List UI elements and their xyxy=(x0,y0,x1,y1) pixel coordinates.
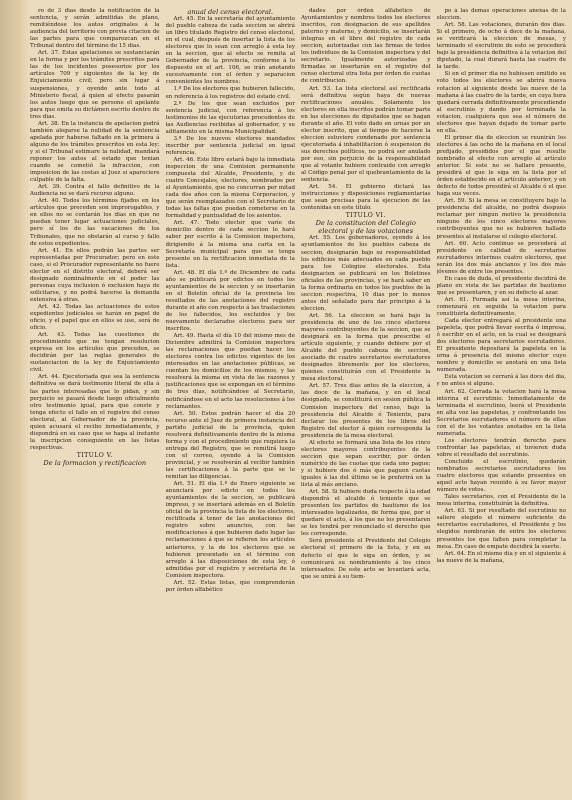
paragraph: Art. 39. Contra el fallo definitivo de la Audiencia no se dará recurso alguno. xyxy=(30,184,160,198)
paragraph: po á las demas operaciones anexas de la eleccion. xyxy=(436,8,566,22)
paragraph: Art. 46. Este libro estará bajo la inmediata inspeccion de una Comision permanente compuesta del Alcalde, Presidente, y de cuatro Concejales, electores, nombrados por el Ayuntamiento, que no concurran por mitad cada dos años con la misma Corporacion, y que serán reemplazados con el Secretario de todas las faltas que puedan cometerse en la formalidad y puntualidad de los asientos. xyxy=(165,156,295,220)
paragraph: ro de 3 dias desde la notificación de la sentencia, y serán admitidas de plano, remitiéndose los autos originales á la audiencia del territorio con previa citacion de las partes para que comparezcan en el Tribunal dentro del término de 15 dias. xyxy=(30,8,160,50)
paragraph: El primer dia de eleccion se reunirán los electores á las ocho de la mañana en el local prefijado, presididos por el que resulte nombrado al efecto con arreglo al artículo anterior. Si este no se hallare presente, presidirá el que le siga en la lista por el órden establecido en el artículo anterior, y en defecto de todos presidirá el Alcalde ó el que haga sus veces. xyxy=(436,134,566,198)
section-title: TITULO V. xyxy=(76,451,113,459)
paragraph: Tales secretarios, con el Presidente de la mesa interina, constituirán la definitiva. xyxy=(436,494,566,508)
paragraph: Art. 62. Cerrada la votacion hará la mesa interina el escrutinio. Inmediatamente de terminada el escrutinio, leerá el Presidente en alta voz las papeletas, y confrontando los Secretarios escrutadores el número de ellas con el de los votantes anotados en la lista numerada. xyxy=(436,388,566,437)
paragraph: Art. 52. Estas listas, que comprenderán por órden alfabético xyxy=(165,579,295,593)
paragraph: Art. 57. Tres dias antes de la eleccion, á las doce de la mañana, y en el local designado, se constituirá en sesion pública la Comision inspectora del censo, bajo la presidencia del Alcalde ó Teniente, para declarar los presentes de los libros del Registro del elector á quien corresponda la presidencia de la mesa electoral. xyxy=(301,383,431,439)
text-columns xyxy=(30,8,566,794)
paragraph: Art. 40. Todos los términos fijados en los artículos que preceden son improrogables, y en ellos no se contarán los dias en que no puedan tener lugar actuaciones judiciales, pero sí los de las vacaciones de los Tribunales, que no obstarán al curso y fallo de estos expedientes. xyxy=(30,198,160,247)
paragraph: Cada elector entregará al presidente una papeleta, que podrá llevar escrita ó impresa, ó escribir en el acto, en la cual se designará dos electores para secretarios escrutadores. El presidente depositará la papeleta en la urna á presencia del mismo elector cuyo nombre y domicilio se anotará en una lista numerada. xyxy=(436,318,566,374)
paragraph: Art. 48. El día 1.º de Diciembre de cada año se publicará por edictos en todos los ayuntamientos de la seccion y se insertarán en el Boletín oficial de la provincia los resultados de las anotaciones del registro durante el año con respecto á las traslaciones de los fallecidos, los excluidos y los nuevamente declarados electores para ser inscritos. xyxy=(165,269,295,333)
paragraph: Será presidente el Presidente del Colegio electoral el primero de la lista, y en su defecto el que le siga en órden, y se comunicará su nombramiento á los cinco interesados. De este acto se levantará acta, que se unirá á su tiem- xyxy=(301,538,431,580)
paragraph: Al efecto se formará una lista de los cinco electores mayores contribuyentes de la seccion que sepan escribir, por órden numérico de las cuotas que cada uno pague; y si hubiere dos ó más que paguen cuotas iguales á las del último se le preferirá en la lista al más anciano. xyxy=(301,439,431,489)
paragraph: En caso de duda, el presidente decidirá de plano en vista de las partidas de bautismo que se presentaren, y en su defecto al azar. xyxy=(436,275,566,296)
paragraph: Art. 56. La eleccion se hará bajo la presidencia de uno de los cinco electores mayores contribuyentes de la seccion, que se designará en la forma que prescribe el artículo siguiente, y cuando debiere por el Alcalde del pueblo cabeza de seccion, asociado de cuatro secretarios escrutadores designados libremente por los electores, quienes constituirán con el Presidente la mesa electoral. xyxy=(301,312,431,383)
paragraph: Art. 43. Todas las cuestiones de procedimiento que no tengan resolucion expresa en los artículos que preceden, se decidirán por las reglas generales de sustanciacion de la ley de Enjuiciamiento civil. xyxy=(30,332,160,374)
paragraph: Art. 50. Estos podrán hacer el día 20 recurso ante el Juez de primera instancia del partido judicial de la provincia, quien resolverá definitivamente dentro de la misma forma y con el procedimiento que requiera la entrega del Registro, que se remitirá luego con el correo, oyendo á la Comision provincial, y se resolverán al recibir también las certificaciones á la parte que se le remitan las diligencias. xyxy=(165,410,295,481)
paragraph: Art. 54. El gobierno dictará las instrucciones y disposiciones reglamentarias que sean precisas para la ejecucion de las contenidas en este título. xyxy=(301,184,431,212)
section-heading: anual del censo electoral. xyxy=(187,8,274,16)
column-3 xyxy=(301,8,431,794)
column-1 xyxy=(30,8,160,794)
paragraph: Art. 37. Estas apelaciones se sustanciarán en la forma y por los trámites prescritos para las de los incidentes posesorios por los artículos 709 y siguientes de la ley de Enjuiciamiento civil; pero sin lugar á suspensiones, y oyendo ante todo al Ministerio fiscal, á quien al efecto pasarán los autos luego que se persone el apelante para que emita su dictámen escrito dentro de tres dias. xyxy=(30,50,160,120)
paragraph: Esta votacion se cerrará á las doce del dia, y no antes si alguno. xyxy=(436,374,566,388)
paragraph: 2.º De los que sean excluidos por sentencia judicial, con referencia á los testimonios de las ejecutorias procedentes de las Audiencias recibidas al gobernador, y su aditamento en la misma Municipalidad. xyxy=(165,100,295,135)
paragraph: Art. 41. En ellos podrán las partes ser representadas por Procurador; pero en este caso, si el Procurador representante no fuere elector en el distrito electoral, deberá ser designado nominalmente en el poder las personas cuya inclusion ó exclusion haya de solicitarse, y no podrá hacerse la demanda extensiva á otras. xyxy=(30,247,160,303)
paragraph: Art. 58. Si hubiere duda respecto á la edad dispondrá el alcalde ó teniente que se presenten los partidos de bautismo de los interesados legalizados, de forma que, por si quedare el acto, á los que no los presentaren se les tendrá por renunciado el derecho que les corresponde. xyxy=(301,489,431,538)
section-title: TITULO VI. xyxy=(345,212,386,220)
paragraph: Art. 55. Los gobernadores, oyendo á los ayuntamientos de los pueblos cabeza de seccion, designarán bajo su responsabilidad los edificios más adecuados en cada pueblo para los Colegios electorales. Esta designacion se publicará en los Boletines oficiales de las provincias, y se hará saber en la forma ordinaria en todos los pueblos de la seccion respectiva, 10 dias por lo menos antes del señalado para dar principio á la eleccion. xyxy=(301,235,431,312)
paragraph: Art. 42. Todas las actuaciones de estos expedientes judiciales se harán en papel de oficio, y el papel que en ellos se use, será de oficio. xyxy=(30,303,160,332)
paragraph: Art. 63. Si por resultado del escrutinio no saliere elegido el número suficiente de secretarios escrutadores, el Presidente y los elegidos nombrarán de entre los electores presentes los que falten para completar la mesa. En caso de empate decidirá la suerte. xyxy=(436,508,566,550)
section-heading: De la formacion y rectificacion xyxy=(43,459,147,467)
section-heading: De la constitucion del Colegio electoral y de las votaciones xyxy=(315,219,416,236)
paragraph: Concluido el escrutinio, quedarán nombrados secretarios escrutadores los cuatro electores que estando presentes en aquel acto hayan reunido á su favor mayor número de votos. xyxy=(436,459,566,494)
paragraph: Art. 51. El día 1.º de Enero siguiente se anunciará por edicto en todos los ayuntamientos de la seccion, se publicará impreso, y se insertará además en el Boletín oficial de la provincia la lista de los electores, rectificada á tenor de las anotaciones del registro sobre anuncios, con las modificaciones á que hubieren dado lugar las reclamaciones á que se refieren los artículos anteriores, y la de los electores que se hubieren presentado en el término con arreglo á las disposiciones de esta ley, ó admitidas por el registro y secretaría de la Comision inspectora. xyxy=(165,481,295,579)
paragraph: Art. 61. Formada así la mesa interina, comenzará en seguida la votacion para constituirla definitivamente. xyxy=(436,296,566,318)
paragraph: dades por órden alfabético de Ayuntamientos y nombres todos los electores inscritos, con designacion de sus apellidos paterno y materno, y domicilio, se insertarán íntegras en el libro del registro de cada seccion, autorizadas con las firmas de todos los individuos de la Comision inspectora y del secretario. Igualmente autorizadas y firmadas se insertarán en el registro del censo electoral otra lista por órden de cuotas de contribucion. xyxy=(301,8,431,85)
column-4 xyxy=(437,8,567,794)
column-2 xyxy=(166,8,296,794)
paragraph: Art. 60. Acto continuo se procederá al presidente en calidad de secretarios escrutadores interinos cuatro electores, que serán los dos más ancianos y los dos más jóvenes de entre los presentes. xyxy=(436,240,566,275)
page-edge-stain xyxy=(0,0,30,800)
paragraph: Art. 44. Ejecutoriada que sea la sentencia definitiva se dará testimonio literal de ella á las partes interesadas que lo pidan, y sin perjuicio se pasará desde luego oficialmente otro testimonio igual, para que conste y tenga efecto el fallo en el registro del censo electoral, al Gobernador de la provincia, quien acusará el recibo inmediatamente, y dispondrá en su caso que se haga al instante la inscripcion consiguiente en las listas respectivas. xyxy=(30,374,160,451)
paragraph: 3.º De los nuevos electores mandados inscribir por sentencia judicial en igual referencia. xyxy=(165,135,295,156)
paragraph: Si en el primer dia no hubiesen emitido su voto todos los electores se abrirá nueva votacion al siguiente desde las nueve de la mañana á las cuatro de la tarde, en cuya hora quedará cerrada definitivamente procediendo al escrutinio y dando por terminada la votacion, cualquiera que sea el número de electores que hayan dejado de tomar parte en ella. xyxy=(436,71,566,134)
paragraph: Art. 59. Si la mesa se constituyere bajo la presidencia del alcalde, no podrá después reclamar por ningun motivo la presidencia ninguno de los cinco electores mayores contribuyentes que no se hubieren hallado presentes al instalarse el colegio electoral. xyxy=(436,198,566,240)
paragraph: Art. 53. La lista electoral así rectificada será definitiva según haya de nuevas rectificaciones anuales. Solamente los electores en ella inscritos podrán tomar parte en las elecciones de diputados que se hagan durante el año. El voto dado en urnas por un elector inscrito, que al tiempo de hacerse la eleccion estuviere condenado por sentencia ejecutoriada á inhabilitacion ó suspension de sus derechos políticos, no podrá ser anulado por eso, sin perjuicio de la responsabilidad que al votante hubiere contraido con arreglo al Código penal por el quebrantamiento de la sentencia. xyxy=(301,85,431,184)
paragraph: Los electores tendrán derecho para confrontar las papeletas, si tuvieren duda sobre el resultado del escrutinio. xyxy=(436,437,566,458)
paragraph: Art. 45. En la secretaría del ayuntamiento del pueblo cabeza de cada seccion se abrirá un libro titulado Registro del censo electoral, en el cual, después de insertar la lista de los electores que lo sean con arreglo á esta ley en la seccion, que al efecto se remita al Gobernador de la provincia, conforme á lo dispuesto en el art. 106, se irán anotando sucesivamente con el órden y separacion convenientes los nombres: xyxy=(165,16,295,86)
paragraph: 1.º De los electores que hubieren fallecido, en referencia á los registros del estado civil. xyxy=(165,86,295,100)
paragraph: Art. 58. Las votaciones, durarán dos dias. Si el primero, de ocho á doce de la mañana, se verificará la eleccion de mesas, y terminado el escrutinio de esto se procederá bajo la presidencia definitiva á la votacion del diputado, la cual durará hasta las cuatro de la tarde. xyxy=(436,22,566,71)
paragraph: Art. 64. En el mismo dia y en el siguiente á las nueve de la mañana, xyxy=(436,550,566,564)
paragraph: Art. 49. Hasta el día 10 del mismo mes de Diciembre admitirá la Comision inspectora las reclamaciones que puedan hacer los electores contra los edictos vigentes de los interesados en las anotaciones públicas, se cuentan los domicilios de los mismos, y las resolverá la misma en vista de las razones y justificaciones que se expongan en el término de tres dias, notificándose al Secretario, notificándose en el acto las resoluciones á los reclamantes. xyxy=(165,333,295,410)
paragraph: Art. 47. Todo elector que varíe de domicilio dentro de cada seccion lo hará saber por escrito á la Comision inspectora, dirigiendo á la misma una carta en la Secretaría municipal para que se tenga presente en la rectificacion inmediata de la lista. xyxy=(165,220,295,269)
paragraph: Art. 38. En la instancia de apelacion podrá también alegarse la nulidad de la sentencia apelada por haberse faltado en la primera á alguno de los trámites prescritos en esta ley; y si el Tribunal estimare la nulidad, mandará reponer los autos al estado que tenian cuando se cometió la infraccion, con imposicion de las costas al Juez si apareciere culpable de la falta. xyxy=(30,120,160,184)
